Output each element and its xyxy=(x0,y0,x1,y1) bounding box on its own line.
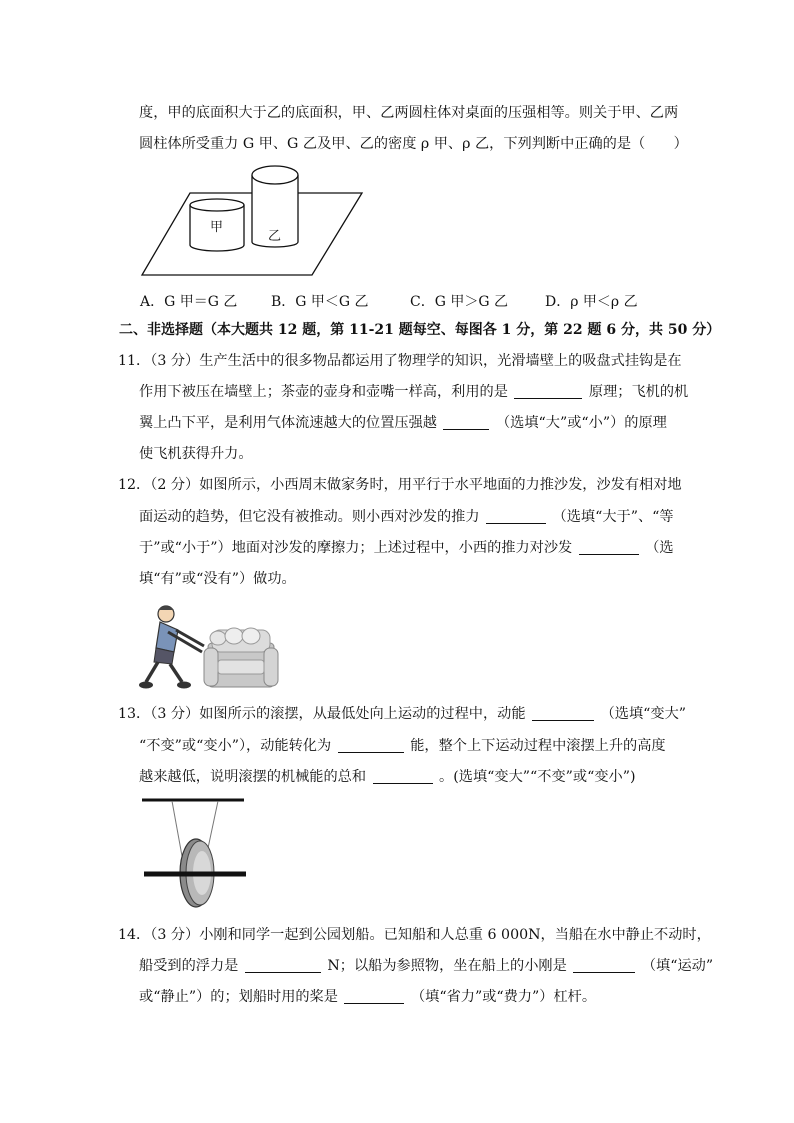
q11-line-3 xyxy=(139,413,667,433)
q11-blank-2[interactable] xyxy=(443,414,489,430)
q13-text-1b: （选填“变大” xyxy=(600,706,687,722)
q11-text-3a: 翼上凸下平，是利用气体流速越大的位置压强越 xyxy=(139,415,437,431)
q14-blank-2[interactable] xyxy=(573,957,635,973)
q13-line-2 xyxy=(139,736,666,756)
q13-blank-2[interactable] xyxy=(338,737,404,753)
q14-line-2 xyxy=(139,956,713,976)
q11-text-2a: 作用下被压在墙壁上；茶壶的壶身和壶嘴一样高，利用的是 xyxy=(139,384,508,400)
q13-text-2b: 能，整个上下运动过程中滚摆上升的高度 xyxy=(410,738,666,754)
q12-text-2a: 面运动的趋势，但它没有被推动。则小西对沙发的推力 xyxy=(139,509,480,525)
q13-line-3 xyxy=(139,767,636,787)
q11-line-4: 使飞机获得升力。 xyxy=(139,446,253,462)
q12-line-4: 填“有”或“没有”）做功。 xyxy=(139,571,296,587)
q14-text-3b: （填“省力”或“费力”）杠杆。 xyxy=(410,989,597,1005)
q14-text-3a: 或“静止”）的；划船时用的桨是 xyxy=(139,989,338,1005)
q14-text-2a: 船受到的浮力是 xyxy=(139,958,239,974)
label-jia: 甲 xyxy=(210,220,224,235)
q10-option-b[interactable]: B．G 甲＜G 乙 xyxy=(271,294,369,310)
q14-blank-3[interactable] xyxy=(344,988,404,1004)
person-pushing-icon xyxy=(139,606,204,689)
q12-blank-1[interactable] xyxy=(486,508,546,524)
q11-text-2b: 原理；飞机的机 xyxy=(588,384,689,400)
q13-text-3b: 。(选填“变大”“不变”或“变小”) xyxy=(439,769,636,785)
q13-text-3a: 越来越低，说明滚摆的机械能的总和 xyxy=(139,769,367,785)
sofa-icon xyxy=(204,628,278,687)
q12-line-1: 12．（2 分）如图所示，小西周末做家务时，用平行于水平地面的力推沙发，沙发有相对地 xyxy=(118,477,682,493)
maxwell-pendulum-figure xyxy=(138,795,250,915)
q13-text-1a: 13．（3 分）如图所示的滚摆，从最低处向上运动的过程中，动能 xyxy=(118,706,526,722)
cylinders-figure xyxy=(140,160,370,280)
q13-text-2a: “不变”或“变小”），动能转化为 xyxy=(139,738,332,754)
q12-text-2b: （选填“大于”、“等 xyxy=(552,509,674,525)
q11-line-2 xyxy=(139,382,688,402)
q10-line-2: 圆柱体所受重力 G 甲、G 乙及甲、乙的密度 ρ 甲、ρ 乙，下列判断中正确的是（ ） xyxy=(139,136,688,152)
q14-text-2c: （填“运动” xyxy=(641,958,714,974)
push-sofa-figure xyxy=(138,600,283,695)
q13-blank-1[interactable] xyxy=(532,705,594,721)
q11-text-3b: （选填“大”或“小”）的原理 xyxy=(495,415,667,431)
q12-text-3a: 于”或“小于”）地面对沙发的摩擦力；上述过程中，小西的推力对沙发 xyxy=(139,540,573,556)
q13-blank-3[interactable] xyxy=(373,768,433,784)
cylinder-yi xyxy=(252,166,298,247)
q14-text-2b: N；以船为参照物，坐在船上的小刚是 xyxy=(327,958,567,974)
q14-blank-1[interactable] xyxy=(245,957,321,973)
q11-line-1: 11．（3 分）生产生活中的很多物品都运用了物理学的知识，光滑墙壁上的吸盘式挂钩是在 xyxy=(118,353,682,369)
q12-blank-2[interactable] xyxy=(579,539,639,555)
q12-line-3 xyxy=(139,538,674,558)
q11-blank-1[interactable] xyxy=(514,383,582,399)
q10-option-c[interactable]: C．G 甲＞G 乙 xyxy=(410,294,508,310)
q13-line-1 xyxy=(118,704,686,724)
q12-text-3b: （选 xyxy=(645,540,674,556)
q10-option-a[interactable]: A．G 甲＝G 乙 xyxy=(140,294,238,310)
q10-line-1: 度，甲的底面积大于乙的底面积，甲、乙两圆柱体对桌面的压强相等。则关于甲、乙两 xyxy=(139,105,679,121)
q14-line-3 xyxy=(139,987,596,1007)
q12-line-2 xyxy=(139,507,674,527)
section-heading: 二、非选择题（本大题共 12 题，第 11-21 题每空、每图各 1 分，第 22 题 6 分，共 50 分） xyxy=(119,322,721,338)
cylinder-jia xyxy=(190,199,244,251)
label-yi: 乙 xyxy=(268,229,282,244)
q10-option-d[interactable]: D．ρ 甲＜ρ 乙 xyxy=(545,294,638,310)
q14-line-1: 14．（3 分）小刚和同学一起到公园划船。已知船和人总重 6 000N，当船在水中静止不动时， xyxy=(118,927,711,943)
